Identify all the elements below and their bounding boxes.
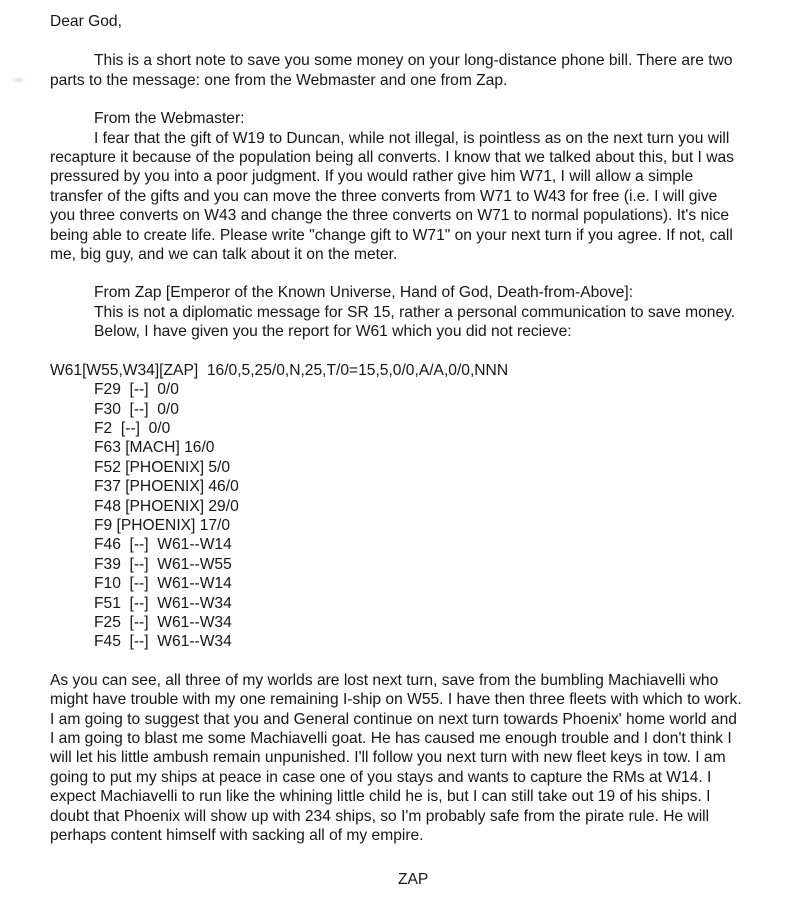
report-line: F46 [--] W61--W14	[94, 536, 232, 554]
zap-heading: From Zap [Emperor of the Known Universe, Hand of God, Death-from-Above]:	[94, 284, 634, 302]
zap-report-intro: Below, I have given you the report for W61 which you did not recieve:	[94, 323, 572, 341]
report-line: F52 [PHOENIX] 5/0	[94, 458, 231, 476]
w61-report	[50, 361, 745, 652]
report-line: F10 [--] W61--W14	[94, 575, 232, 593]
report-header: W61[W55,W34][ZAP] 16/0,5,25/0,N,25,T/0=15,5,0/0,A/A,0/0,NNN	[50, 361, 509, 379]
paper-speck	[10, 76, 26, 84]
report-line: F29 [--] 0/0	[94, 381, 179, 399]
report-line: F51 [--] W61--W34	[94, 594, 232, 612]
signature: ZAP	[398, 871, 429, 888]
report-line: F48 [PHOENIX] 29/0	[94, 497, 239, 515]
report-lines	[50, 380, 745, 652]
report-line: F37 [PHOENIX] 46/0	[94, 478, 239, 496]
webmaster-section	[50, 109, 745, 264]
zap-section	[50, 283, 745, 341]
webmaster-paragraph: I fear that the gift of W19 to Duncan, while not illegal, is pointless as on the next turn you will recapture it because of the population being all converts. I know that we talked about this, but I was pressured by you into a poor judgment. If you would rather give him W71, I will allow a simple transfer of the gifts and you can move the three converts from W71 to W43 for free (i.e. I will give you three converts on W43 and change the three converts on W71 to normal populations). It's nice being able to create life. Please write "change gift to W71" on your next turn if you agree. If not, call me, big guy, and we can talk about it on the meter.	[50, 129, 734, 264]
zap-paragraph: This is not a diplomatic message for SR 15, rather a personal communication to save money.	[94, 303, 736, 321]
report-line: F39 [--] W61--W55	[94, 555, 232, 573]
report-line: F30 [--] 0/0	[94, 400, 179, 418]
greeting: Dear God,	[50, 13, 122, 30]
report-line: F2 [--] 0/0	[94, 419, 171, 437]
report-line: F25 [--] W61--W34	[94, 613, 232, 631]
report-line: F45 [--] W61--W34	[94, 633, 232, 651]
closing-paragraph: As you can see, all three of my worlds are lost next turn, save from the bumbling Machiavelli who might have trouble with my one remaining I-ship on W55. I have then three fleets with which to work. I am going to suggest that you and General continue on next turn towards Phoenix' home world and I am going to blast me some Machiavelli goat. He has caused me enough trouble and I don't think I will let his little ambush remain unpunished. I'll follow you next turn with new fleet keys in tow. I am going to put my ships at peace in case one of you stays and wants to capture the RMs at W14. I expect Machiavelli to run like the whining little child he is, but I can still take out 19 of his ships. I doubt that Phoenix will show up with 234 ships, so I'm probably safe from the pirate rule. He will perhaps content himself with sacking all of my empire.	[50, 671, 742, 845]
letter	[50, 12, 745, 845]
webmaster-heading: From the Webmaster:	[94, 110, 245, 128]
intro-paragraph: This is a short note to save you some money on your long-distance phone bill. There are two parts to the message: one from the Webmaster and one from Zap.	[50, 52, 733, 89]
report-line: F63 [MACH] 16/0	[94, 439, 215, 457]
report-line: F9 [PHOENIX] 17/0	[94, 516, 231, 534]
